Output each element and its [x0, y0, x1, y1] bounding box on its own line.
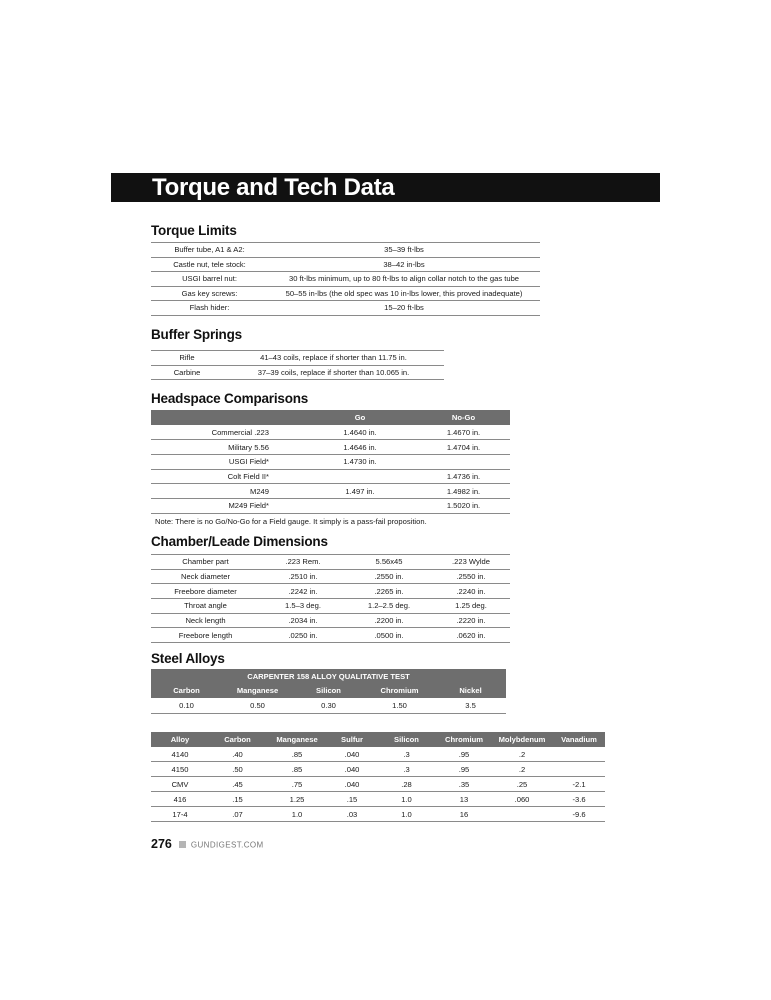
headspace-cell: 1.497 in.: [303, 484, 417, 499]
alloys-col-header: Molybdenum: [491, 732, 553, 747]
alloys-cell: -3.6: [553, 792, 605, 807]
headspace-col-header: Go: [303, 410, 417, 425]
headspace-cell: Colt Field II*: [151, 469, 303, 484]
alloys-row: [151, 777, 605, 792]
alloys-cell: 1.0: [376, 807, 437, 822]
alloys-row: [151, 762, 605, 777]
torque-value: 38–42 in-lbs: [268, 257, 540, 272]
alloys-cell: .28: [376, 777, 437, 792]
torque-part: Gas key screws:: [151, 286, 268, 301]
alloys-cell: 416: [151, 792, 209, 807]
headspace-cell: M249 Field*: [151, 498, 303, 513]
alloys-cell: .07: [209, 807, 266, 822]
buffer-type: Carbine: [151, 365, 223, 380]
headspace-cell: [303, 469, 417, 484]
alloys-cell: .040: [328, 747, 376, 762]
chamber-cell: Freebore diameter: [151, 584, 260, 599]
headspace-col-header: No-Go: [417, 410, 510, 425]
carpenter-values-row: [151, 698, 506, 713]
chamber-cell: .223 Rem.: [260, 555, 346, 570]
torque-part: Castle nut, tele stock:: [151, 257, 268, 272]
carpenter-value: 0.30: [293, 698, 364, 713]
carpenter-value: 1.50: [364, 698, 435, 713]
buffer-spec: 37–39 coils, replace if shorter than 10.065 in.: [223, 365, 444, 380]
page-number: 276: [151, 837, 172, 851]
alloys-cell: .25: [491, 777, 553, 792]
footer-site: GUNDIGEST.COM: [190, 840, 264, 850]
torque-value: 30 ft-lbs minimum, up to 80 ft-lbs to align collar notch to the gas tube: [268, 272, 540, 287]
alloys-cell: 16: [437, 807, 491, 822]
carpenter-col-header: Silicon: [293, 683, 364, 698]
headspace-cell: [303, 498, 417, 513]
chamber-cell: .2550 in.: [432, 569, 510, 584]
headspace-col-header: [151, 410, 303, 425]
torque-row: [151, 301, 540, 316]
buffer-table: [151, 350, 444, 380]
chamber-table: [151, 554, 510, 643]
chamber-cell: Neck diameter: [151, 569, 260, 584]
alloys-cell: 13: [437, 792, 491, 807]
chamber-cell: .2200 in.: [346, 613, 432, 628]
alloys-cell: .2: [491, 747, 553, 762]
torque-part: Flash hider:: [151, 301, 268, 316]
buffer-spec: 41–43 coils, replace if shorter than 11.75 in.: [223, 351, 444, 366]
chamber-cell: .223 Wylde: [432, 555, 510, 570]
headspace-row: [151, 440, 510, 455]
alloys-cell: CMV: [151, 777, 209, 792]
alloys-col-header: Carbon: [209, 732, 266, 747]
chamber-cell: .2265 in.: [346, 584, 432, 599]
torque-row: [151, 272, 540, 287]
alloys-cell: .45: [209, 777, 266, 792]
footer-square-icon: [179, 841, 186, 848]
alloys-cell: [553, 762, 605, 777]
alloys-col-header: Silicon: [376, 732, 437, 747]
chamber-cell: 1.2–2.5 deg.: [346, 599, 432, 614]
chamber-row: [151, 628, 510, 643]
alloys-col-header: Sulfur: [328, 732, 376, 747]
steel-heading: Steel Alloys: [151, 651, 225, 666]
chamber-cell: .2550 in.: [346, 569, 432, 584]
alloys-cell: .03: [328, 807, 376, 822]
alloys-cell: .040: [328, 762, 376, 777]
alloys-cell: .3: [376, 747, 437, 762]
headspace-cell: Military 5.56: [151, 440, 303, 455]
headspace-note: Note: There is no Go/No-Go for a Field gauge. It simply is a pass-fail proposition.: [155, 517, 427, 526]
chamber-heading: Chamber/Leade Dimensions: [151, 534, 328, 549]
alloys-cell: .2: [491, 762, 553, 777]
torque-table: [151, 242, 540, 316]
carpenter-col-header: Manganese: [222, 683, 293, 698]
chamber-row: [151, 599, 510, 614]
headspace-cell: 1.4640 in.: [303, 425, 417, 440]
buffer-heading: Buffer Springs: [151, 327, 242, 342]
headspace-row: [151, 498, 510, 513]
headspace-cell: 1.4736 in.: [417, 469, 510, 484]
headspace-row: [151, 469, 510, 484]
torque-value: 15–20 ft-lbs: [268, 301, 540, 316]
carpenter-title: CARPENTER 158 ALLOY QUALITATIVE TEST: [151, 669, 506, 683]
alloys-cell: .35: [437, 777, 491, 792]
headspace-cell: 1.4982 in.: [417, 484, 510, 499]
alloys-cell: .15: [209, 792, 266, 807]
torque-row: [151, 243, 540, 258]
alloys-cell: .060: [491, 792, 553, 807]
alloys-cell: .95: [437, 747, 491, 762]
alloys-cell: [553, 747, 605, 762]
alloys-col-header: Manganese: [266, 732, 328, 747]
headspace-cell: 1.4670 in.: [417, 425, 510, 440]
alloys-cell: .95: [437, 762, 491, 777]
buffer-row: [151, 351, 444, 366]
torque-part: USGI barrel nut:: [151, 272, 268, 287]
chamber-cell: Throat angle: [151, 599, 260, 614]
headspace-table: [151, 410, 510, 514]
alloys-col-header: Vanadium: [553, 732, 605, 747]
alloys-cell: .75: [266, 777, 328, 792]
carpenter-value: 0.10: [151, 698, 222, 713]
alloys-cell: 4140: [151, 747, 209, 762]
buffer-row: [151, 365, 444, 380]
chamber-cell: 5.56x45: [346, 555, 432, 570]
headspace-cell: 1.4646 in.: [303, 440, 417, 455]
headspace-cell: 1.4730 in.: [303, 454, 417, 469]
chamber-cell: .0250 in.: [260, 628, 346, 643]
alloys-cell: 17-4: [151, 807, 209, 822]
torque-value: 35–39 ft-lbs: [268, 243, 540, 258]
chamber-cell: .2240 in.: [432, 584, 510, 599]
chamber-cell: Chamber part: [151, 555, 260, 570]
carpenter-col-header: Chromium: [364, 683, 435, 698]
chamber-cell: .2034 in.: [260, 613, 346, 628]
alloys-cell: .85: [266, 762, 328, 777]
alloys-cell: .15: [328, 792, 376, 807]
carpenter-col-header: Nickel: [435, 683, 506, 698]
chamber-cell: 1.25 deg.: [432, 599, 510, 614]
headspace-cell: M249: [151, 484, 303, 499]
alloys-col-header: Chromium: [437, 732, 491, 747]
alloys-row: [151, 792, 605, 807]
chamber-cell: 1.5–3 deg.: [260, 599, 346, 614]
alloys-cell: .40: [209, 747, 266, 762]
torque-row: [151, 257, 540, 272]
chamber-cell: .0500 in.: [346, 628, 432, 643]
headspace-cell: [417, 454, 510, 469]
chamber-cell: Neck length: [151, 613, 260, 628]
carpenter-table: [151, 669, 506, 714]
page-title: Torque and Tech Data: [152, 174, 395, 201]
alloys-row: [151, 747, 605, 762]
chamber-row: [151, 569, 510, 584]
chamber-cell: Freebore length: [151, 628, 260, 643]
alloys-cell: .040: [328, 777, 376, 792]
page-footer: [151, 837, 264, 851]
headspace-row: [151, 425, 510, 440]
alloys-cell: [491, 807, 553, 822]
chamber-cell: .0620 in.: [432, 628, 510, 643]
chamber-row: [151, 584, 510, 599]
headspace-row: [151, 454, 510, 469]
torque-part: Buffer tube, A1 & A2:: [151, 243, 268, 258]
carpenter-col-header: Carbon: [151, 683, 222, 698]
headspace-heading: Headspace Comparisons: [151, 391, 309, 406]
alloys-table: [151, 732, 605, 822]
headspace-row: [151, 484, 510, 499]
alloys-cell: .50: [209, 762, 266, 777]
alloys-cell: 1.0: [266, 807, 328, 822]
alloys-cell: 1.0: [376, 792, 437, 807]
headspace-cell: 1.5020 in.: [417, 498, 510, 513]
carpenter-value: 0.50: [222, 698, 293, 713]
title-banner: [111, 173, 660, 202]
chamber-cell: .2242 in.: [260, 584, 346, 599]
carpenter-value: 3.5: [435, 698, 506, 713]
headspace-cell: Commercial .223: [151, 425, 303, 440]
alloys-row: [151, 807, 605, 822]
alloys-cell: -2.1: [553, 777, 605, 792]
alloys-cell: .85: [266, 747, 328, 762]
buffer-type: Rifle: [151, 351, 223, 366]
chamber-row: [151, 555, 510, 570]
headspace-cell: USGI Field*: [151, 454, 303, 469]
alloys-cell: 4150: [151, 762, 209, 777]
chamber-row: [151, 613, 510, 628]
alloys-cell: .3: [376, 762, 437, 777]
torque-value: 50–55 in-lbs (the old spec was 10 in-lbs lower, this proved inadequate): [268, 286, 540, 301]
alloys-cell: -9.6: [553, 807, 605, 822]
chamber-cell: .2510 in.: [260, 569, 346, 584]
alloys-col-header: Alloy: [151, 732, 209, 747]
alloys-cell: 1.25: [266, 792, 328, 807]
torque-row: [151, 286, 540, 301]
torque-heading: Torque Limits: [151, 223, 237, 238]
chamber-cell: .2220 in.: [432, 613, 510, 628]
headspace-cell: 1.4704 in.: [417, 440, 510, 455]
